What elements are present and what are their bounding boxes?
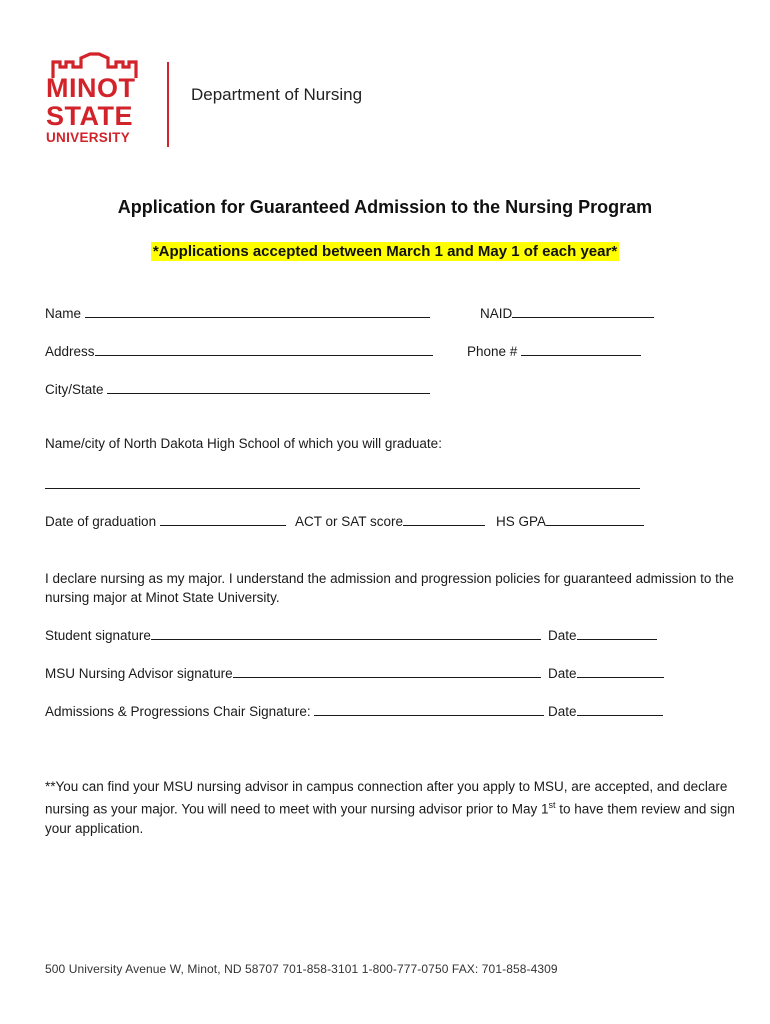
advisor-signature-field[interactable] <box>45 664 541 681</box>
naid-field[interactable] <box>480 304 654 321</box>
graduation-date-line[interactable] <box>160 512 286 526</box>
chair-signature-line[interactable] <box>314 702 544 716</box>
chair-signature-label: Admissions & Progressions Chair Signature: <box>45 704 311 719</box>
department-name: Department of Nursing <box>191 85 363 104</box>
student-signature-field[interactable] <box>45 626 541 643</box>
chair-date-field[interactable] <box>548 702 663 719</box>
hs-gpa-field[interactable] <box>496 512 644 529</box>
declaration-text: I declare nursing as my major. I understand the admission and progression policies for guaranteed admission to the nursing major at Minot State University. <box>45 571 734 605</box>
phone-label: Phone # <box>467 344 518 359</box>
high-school-line[interactable] <box>45 488 640 489</box>
naid-label: NAID <box>480 306 513 321</box>
act-sat-field[interactable] <box>295 512 485 529</box>
advisor-signature-line[interactable] <box>233 664 541 678</box>
naid-line[interactable] <box>512 304 654 318</box>
advisor-note-text-end: to have them review and sign your application. <box>45 801 735 836</box>
city-state-label: City/State <box>45 382 104 397</box>
chair-date-line[interactable] <box>577 702 663 716</box>
advisor-signature-label: MSU Nursing Advisor signature <box>45 666 233 681</box>
address-line[interactable] <box>95 342 433 356</box>
graduation-date-field[interactable] <box>45 512 286 529</box>
city-state-field[interactable] <box>45 380 430 397</box>
advisor-note-superscript: st <box>548 800 556 810</box>
graduation-date-label: Date of graduation <box>45 514 157 529</box>
notice-row <box>0 243 770 261</box>
act-sat-label: ACT or SAT score <box>295 514 404 529</box>
chair-signature-field[interactable] <box>45 702 544 719</box>
application-window-notice: *Applications accepted between March 1 and May 1 of each year* <box>152 243 618 260</box>
minot-state-logo <box>46 50 156 150</box>
logo-line-state: STATE <box>46 101 133 131</box>
act-sat-line[interactable] <box>403 512 485 526</box>
chair-date-label: Date <box>548 704 577 719</box>
logo-divider <box>167 62 169 147</box>
logo-line-university: UNIVERSITY <box>46 130 131 145</box>
name-label: Name <box>45 306 82 321</box>
hs-gpa-line[interactable] <box>546 512 644 526</box>
hs-gpa-label: HS GPA <box>496 514 547 529</box>
name-field[interactable] <box>45 304 430 321</box>
address-field[interactable] <box>45 342 433 359</box>
student-signature-label: Student signature <box>45 628 151 643</box>
footer-contact: 500 University Avenue W, Minot, ND 58707 701-858-3101 1-800-777-0750 FAX: 701-858-4309 <box>45 962 558 976</box>
advisor-note-text: **You can find your MSU nursing advisor in campus connection after you apply to MSU, are accepted, and declare nursing as your major. You will need to meet with your nursing advisor prior to May 1 <box>45 779 728 817</box>
phone-line[interactable] <box>521 342 641 356</box>
high-school-label: Name/city of North Dakota High School of which you will graduate: <box>45 436 442 451</box>
logo-line-minot: MINOT <box>46 73 136 103</box>
advisor-date-field[interactable] <box>548 664 664 681</box>
form-title: Application for Guaranteed Admission to the Nursing Program <box>117 197 653 217</box>
advisor-date-line[interactable] <box>577 664 664 678</box>
student-date-line[interactable] <box>577 626 657 640</box>
phone-field[interactable] <box>467 342 641 359</box>
student-date-label: Date <box>548 628 577 643</box>
city-state-line[interactable] <box>107 380 430 394</box>
address-label: Address <box>45 344 95 359</box>
advisor-note <box>45 777 735 838</box>
student-date-field[interactable] <box>548 626 657 643</box>
student-signature-line[interactable] <box>151 626 541 640</box>
name-line[interactable] <box>85 304 430 318</box>
advisor-date-label: Date <box>548 666 577 681</box>
